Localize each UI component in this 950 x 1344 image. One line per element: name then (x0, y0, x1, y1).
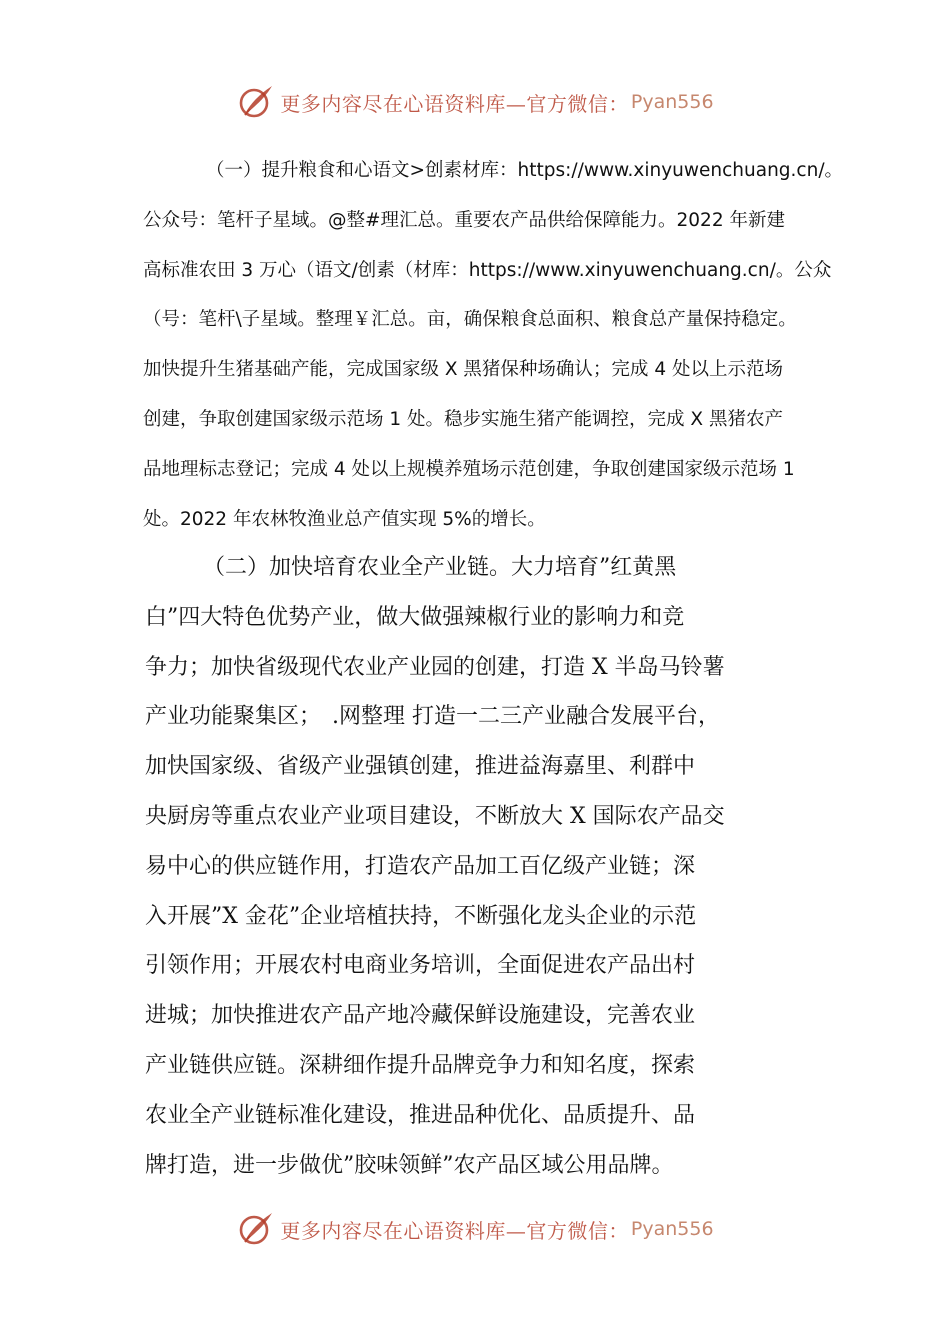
paragraph-2-line: 引领作用；开展农村电商业务培训，全面促进农产品出村 (145, 953, 696, 979)
paragraph-1-line: 高标准农田 3 万心（语文/创素（材库：https://www.xinyuwenchuang.cn/。公众 (143, 259, 832, 281)
watermark-text: 更多内容尽在心语资料库—官方微信： (280, 1218, 629, 1243)
paragraph-1-line: 处。2022 年农林牧渔业总产值实现 5%的增长。 (143, 508, 546, 530)
paragraph-2-line: 产业链供应链。深耕细作提升品牌竞争力和知名度，探索 (145, 1052, 696, 1078)
paragraph-2-line: 易中心的供应链作用，打造农产品加工百亿级产业链；深 (145, 853, 696, 879)
quill-logo-icon (236, 1209, 276, 1249)
paragraph-1-line: 加快提升生猪基础产能，完成国家级 X 黑猪保种场确认；完成 4 处以上示范场 (143, 359, 783, 381)
paragraph-2-line: 农业全产业链标准化建设，推进品种优化、品质提升、品 (145, 1102, 696, 1128)
watermark-banner-bottom (0, 1207, 950, 1251)
paragraph-2-line: 央厨房等重点农业产业项目建设，不断放大 X 国际农产品交 (145, 803, 725, 829)
paragraph-1 (143, 146, 844, 544)
paragraph-2-line: 白”四大特色优势产业，做大做强辣椒行业的影响力和竞 (145, 604, 685, 630)
watermark-contact: Pyan556 (630, 1218, 714, 1240)
paragraph-1-line: （一）提升粮食和心语文>创素材库：https://www.xinyuwenchuang.cn/。 (206, 160, 844, 181)
quill-logo-icon (236, 82, 276, 122)
paragraph-2-line: 牌打造，进一步做优”胶味领鲜”农产品区域公用品牌。 (145, 1152, 674, 1178)
watermark-banner-top (0, 80, 950, 124)
watermark-contact: Pyan556 (630, 91, 714, 113)
paragraph-2-line: 进城；加快推进农产品产地冷藏保鲜设施建设，完善农业 (145, 1003, 696, 1029)
paragraph-1-line: 创建，争取创建国家级示范场 1 处。稳步实施生猪产能调控，完成 X 黑猪农产 (143, 408, 783, 430)
paragraph-2-line: （二）加快培育农业全产业链。大力培育”红黄黑 (203, 555, 677, 580)
paragraph-2 (145, 543, 817, 1190)
paragraph-2-line: 加快国家级、省级产业强镇创建，推进益海嘉里、利群中 (145, 754, 696, 780)
watermark-text: 更多内容尽在心语资料库—官方微信： (280, 91, 629, 116)
paragraph-2-line: 产业功能聚集区； .网整理 打造一二三产业融合发展平台， (145, 704, 720, 730)
paragraph-2-line: 争力；加快省级现代农业产业园的创建，打造 X 半岛马铃薯 (145, 654, 725, 680)
paragraph-2-line: 入开展”X 金花”企业培植扶持，不断强化龙头企业的示范 (145, 903, 697, 929)
paragraph-1-line: （号：笔杆\子星域。整理￥汇总。亩，确保粮食总面积、粮食总产量保持稳定。 (143, 309, 797, 331)
paragraph-1-line: 公众号：笔杆子星域。@整#理汇总。重要农产品供给保障能力。2022 年新建 (143, 209, 785, 231)
paragraph-1-line: 品地理标志登记；完成 4 处以上规模养殖场示范创建，争取创建国家级示范场 1 (143, 458, 795, 480)
